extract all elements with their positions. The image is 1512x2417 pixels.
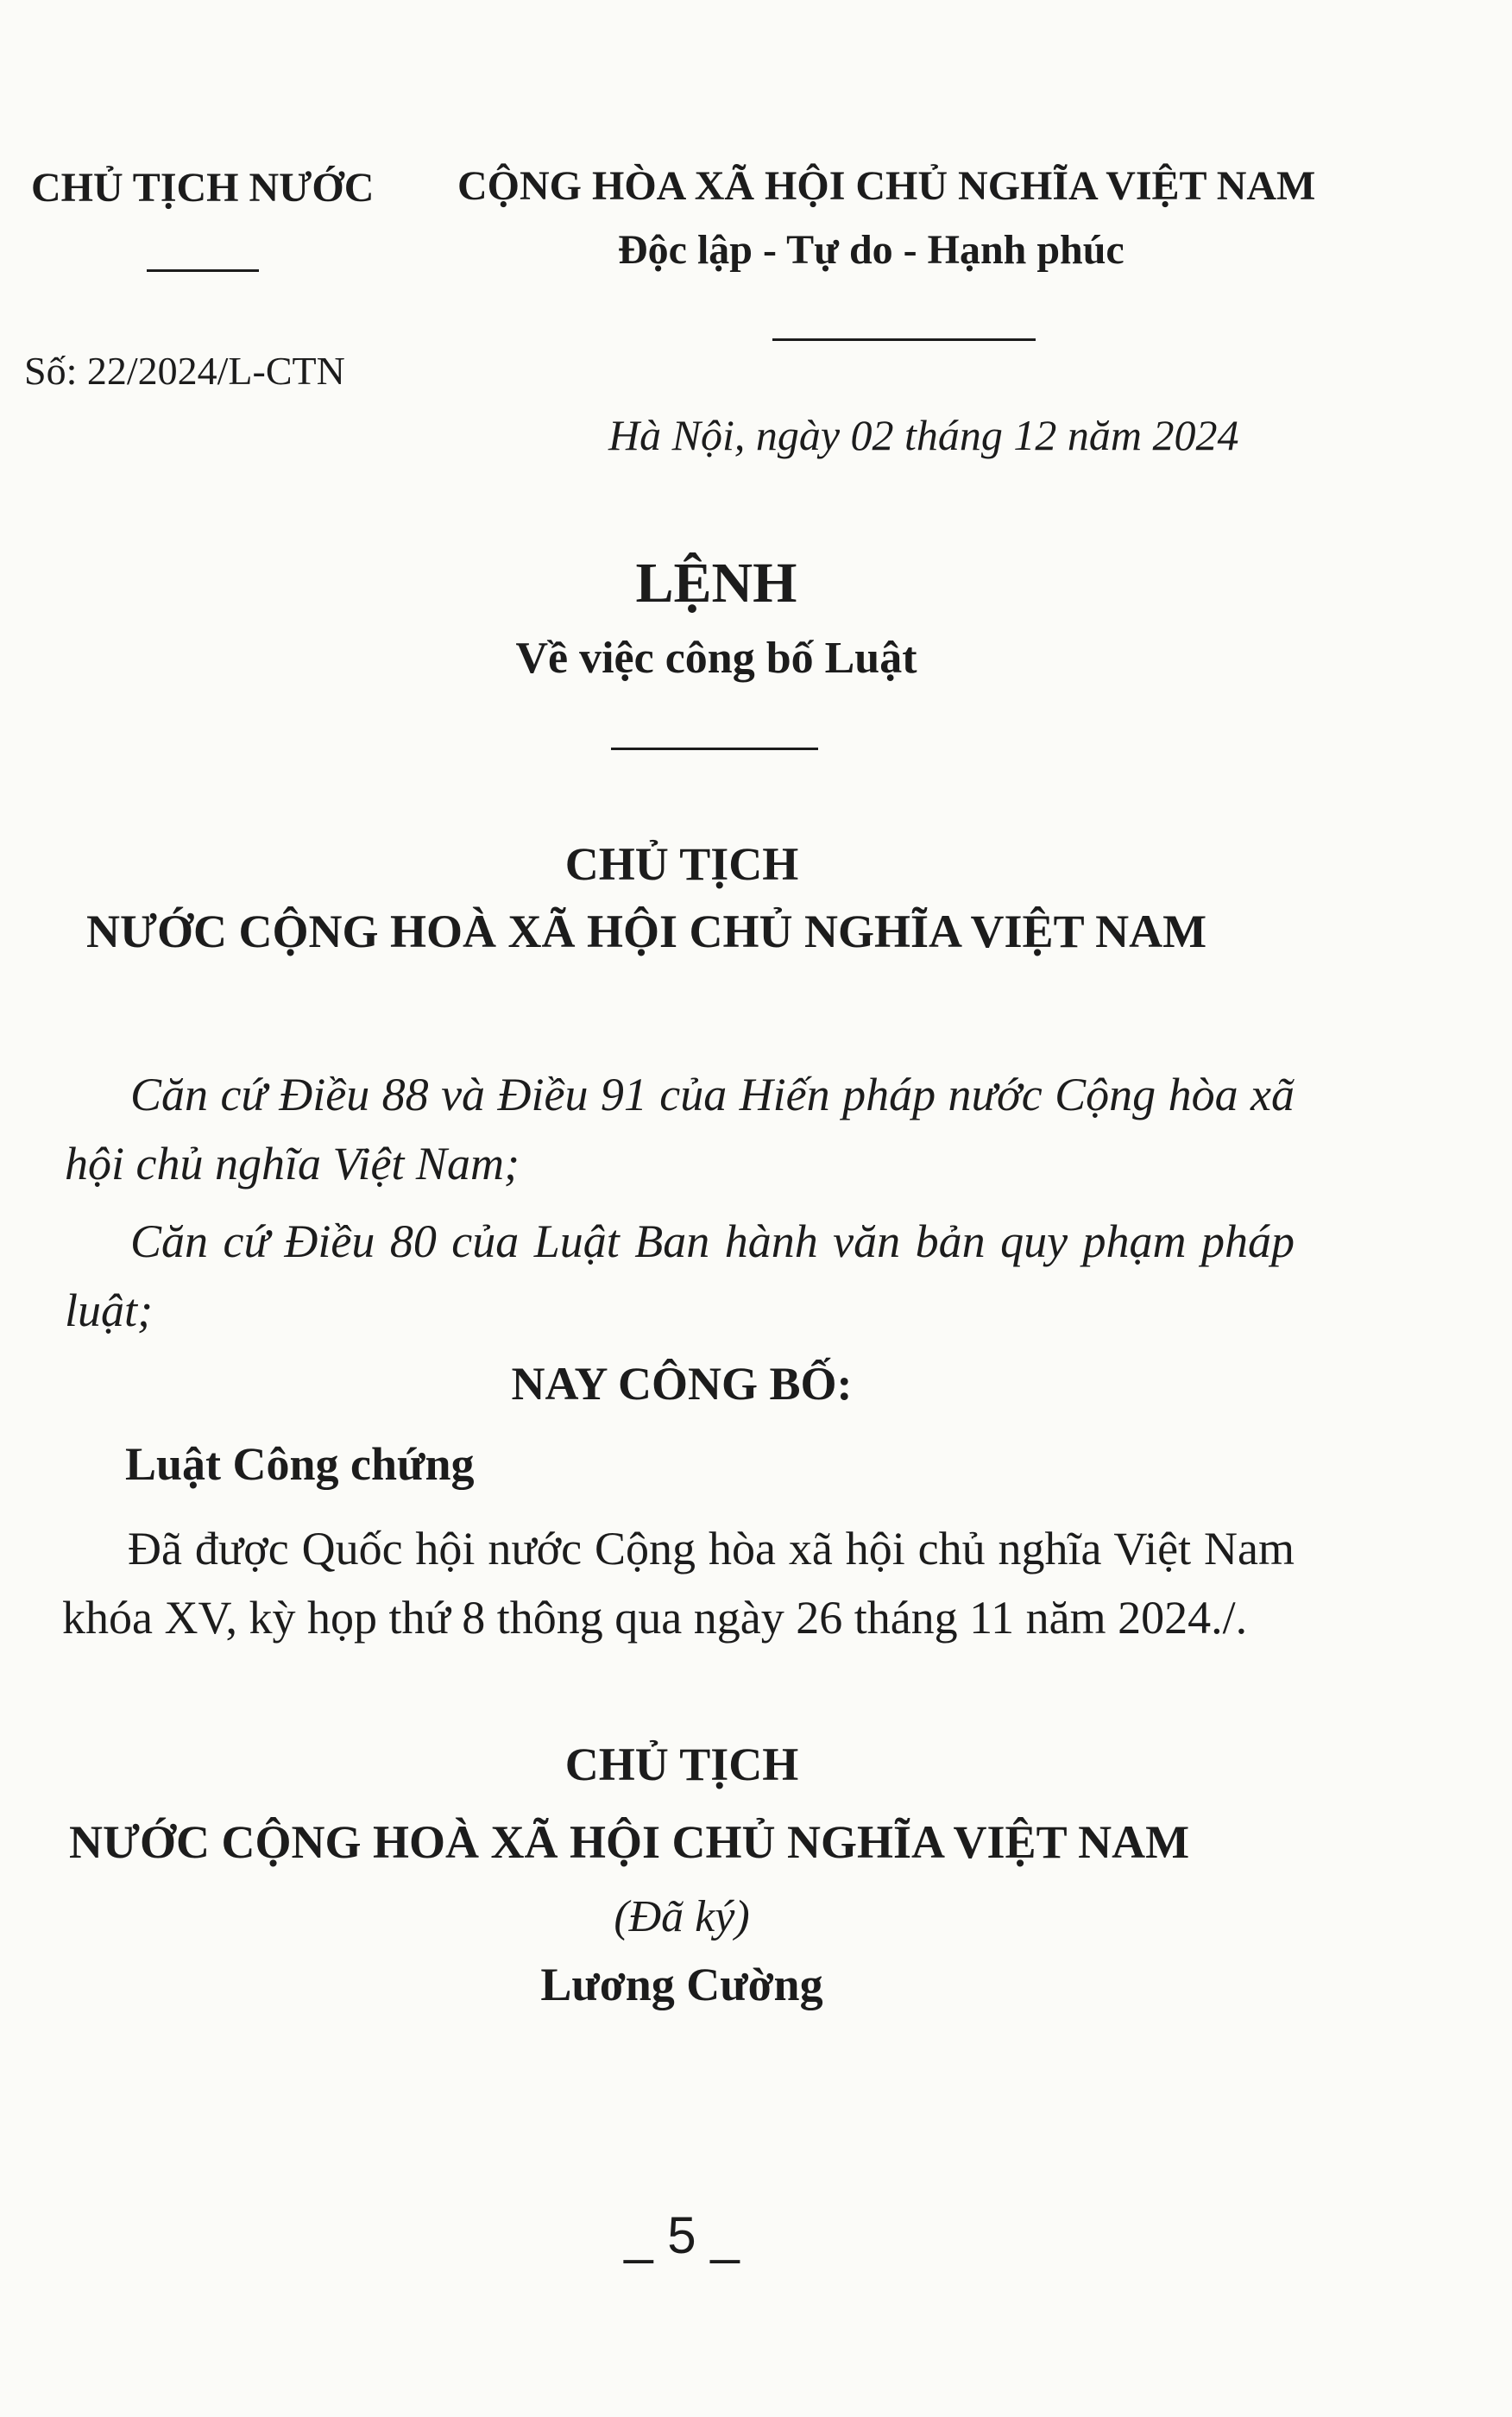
issuer-underline <box>147 269 259 272</box>
signature-country: NƯỚC CỘNG HOÀ XÃ HỘI CHỦ NGHĨA VIỆT NAM <box>69 1816 1190 1868</box>
authority-country: NƯỚC CỘNG HOÀ XÃ HỘI CHỦ NGHĨA VIỆT NAM <box>86 906 1207 957</box>
proclamation-heading: NAY CÔNG BỐ: <box>511 1358 853 1410</box>
country-name: CỘNG HÒA XÃ HỘI CHỦ NGHĨA VIỆT NAM <box>457 163 1316 209</box>
issuer-name: CHỦ TỊCH NƯỚC <box>31 165 375 211</box>
page-number: _ 5 _ <box>624 2206 740 2264</box>
document-subtitle: Về việc công bố Luật <box>515 634 917 683</box>
document-number: Số: 22/2024/L-CTN <box>24 349 345 393</box>
law-name: Luật Công chứng <box>125 1438 475 1490</box>
issue-date: Hà Nội, ngày 02 tháng 12 năm 2024 <box>608 411 1239 459</box>
legal-basis-2: Căn cứ Điều 80 của Luật Ban hành văn bản quy phạm pháp luật; <box>65 1215 1295 1336</box>
legal-basis-1: Căn cứ Điều 88 và Điều 91 của Hiến pháp nước Cộng hòa xã hội chủ nghĩa Việt Nam; <box>65 1069 1295 1190</box>
authority-title: CHỦ TỊCH <box>564 838 799 890</box>
motto-underline <box>772 338 1036 341</box>
national-motto: Độc lập - Tự do - Hạnh phúc <box>618 227 1125 273</box>
signer-name: Lương Cường <box>540 1959 823 2010</box>
title-underline <box>611 748 818 750</box>
document-title: LỆNH <box>635 552 797 615</box>
signed-note: (Đã ký) <box>614 1892 750 1941</box>
signature-title: CHỦ TỊCH <box>564 1739 799 1790</box>
passage-text: Đã được Quốc hội nước Cộng hòa xã hội chủ nghĩa Việt Nam khóa XV, kỳ họp thứ 8 thông qua ngày 26 tháng 11 năm 2024./. <box>62 1523 1295 1644</box>
